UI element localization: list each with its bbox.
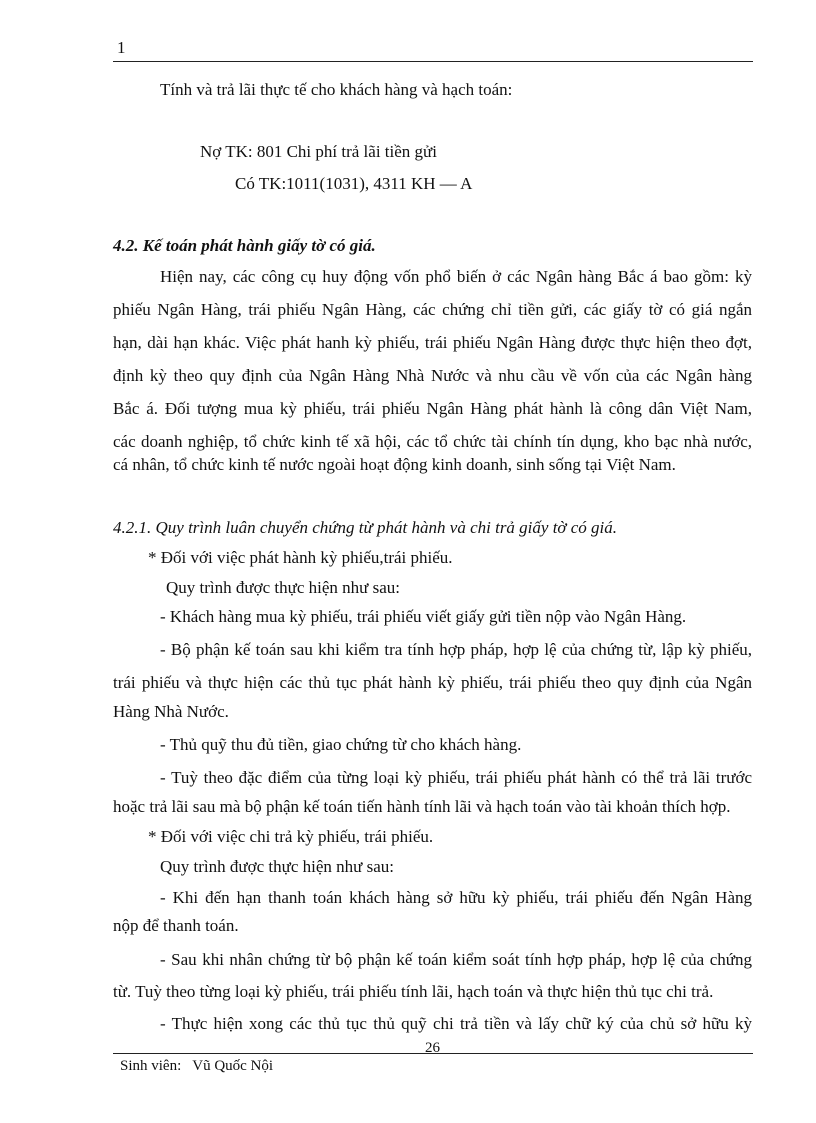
bullet-line: * Đối với việc chi trả kỳ phiếu, trái phiếu.	[148, 827, 434, 846]
text-line: - Thủ quỹ thu đủ tiền, giao chứng từ cho khách hàng.	[160, 735, 522, 754]
bullet-line: * Đối với việc phát hành kỳ phiếu,trái phiếu.	[148, 548, 453, 567]
header-page-marker: 1	[117, 38, 126, 57]
paragraph-line: hạn, dài hạn khác. Việc phát hanh kỳ phiếu, trái phiếu Ngân Hàng được thực hiện theo đợt,	[113, 333, 752, 352]
paragraph-line: hoặc trả lãi sau mà bộ phận kế toán tiến hành tính lãi và hạch toán vào tài khoản thích hợp.	[113, 797, 731, 816]
paragraph-line: định kỳ theo quy định của Ngân Hàng Nhà Nước và nhu cầu về vốn của các Ngân hàng	[113, 366, 752, 385]
paragraph-line: - Khi đến hạn thanh toán khách hàng sở hữu kỳ phiếu, trái phiếu đến Ngân Hàng	[160, 888, 752, 907]
subsection-heading: 4.2.1. Quy trình luân chuyển chứng từ phát hành và chi trả giấy tờ có giá.	[113, 518, 618, 537]
page-number: 26	[425, 1040, 440, 1056]
text-line: Quy trình được thực hiện như sau:	[166, 578, 400, 597]
debit-entry: Nợ TK: 801 Chi phí trả lãi tiền gửi	[200, 142, 437, 161]
footer-rule	[113, 1053, 753, 1054]
header-rule	[113, 61, 753, 62]
text-line: Quy trình được thực hiện như sau:	[160, 857, 394, 876]
paragraph-line: - Thực hiện xong các thủ tục thủ quỹ chi trả tiền và lấy chữ ký của chủ sở hữu kỳ	[160, 1014, 752, 1033]
paragraph-line: Hiện nay, các công cụ huy động vốn phổ biến ở các Ngân hàng Bắc á bao gồm: kỳ	[160, 267, 752, 286]
paragraph-line: các doanh nghiệp, tổ chức kinh tế xã hội, các tổ chức tài chính tín dụng, kho bạc nhà nước,	[113, 432, 752, 451]
paragraph-line: cá nhân, tổ chức kinh tế nước ngoài hoạt động kinh doanh, sinh sống tại Việt Nam.	[113, 455, 676, 474]
credit-entry: Có TK:1011(1031), 4311 KH — A	[235, 174, 473, 193]
text-line: - Khách hàng mua kỳ phiếu, trái phiếu viết giấy gửi tiền nộp vào Ngân Hàng.	[160, 607, 687, 626]
paragraph-line: - Bộ phận kế toán sau khi kiểm tra tính hợp pháp, hợp lệ của chứng từ, lập kỳ phiếu,	[160, 640, 752, 659]
paragraph-line: Bắc á. Đối tượng mua kỳ phiếu, trái phiếu Ngân Hàng phát hành là công dân Việt Nam,	[113, 399, 752, 418]
paragraph-line: - Tuỳ theo đặc điểm của từng loại kỳ phiếu, trái phiếu phát hành có thể trả lãi trước	[160, 768, 752, 787]
footer-student: Sinh viên: Vũ Quốc Nội	[120, 1058, 274, 1074]
paragraph-line: trái phiếu và thực hiện các thủ tục phát hành kỳ phiếu, trái phiếu theo quy định của Ngân	[113, 673, 752, 692]
paragraph-line: phiếu Ngân Hàng, trái phiếu Ngân Hàng, các chứng chỉ tiền gửi, các giấy tờ có giá ngắn	[113, 300, 752, 319]
paragraph-line: từ. Tuỳ theo từng loại kỳ phiếu, trái phiếu tính lãi, hạch toán và thực hiện thủ tục chi trả.	[113, 982, 714, 1001]
section-heading: 4.2. Kế toán phát hành giấy tờ có giá.	[113, 236, 376, 255]
intro-line: Tính và trả lãi thực tế cho khách hàng và hạch toán:	[160, 80, 513, 99]
paragraph-line: - Sau khi nhân chứng từ bộ phận kế toán kiểm soát tính hợp pháp, hợp lệ của chứng	[160, 950, 752, 969]
paragraph-line: Hàng Nhà Nước.	[113, 702, 229, 721]
paragraph-line: nộp để thanh toán.	[113, 916, 239, 935]
